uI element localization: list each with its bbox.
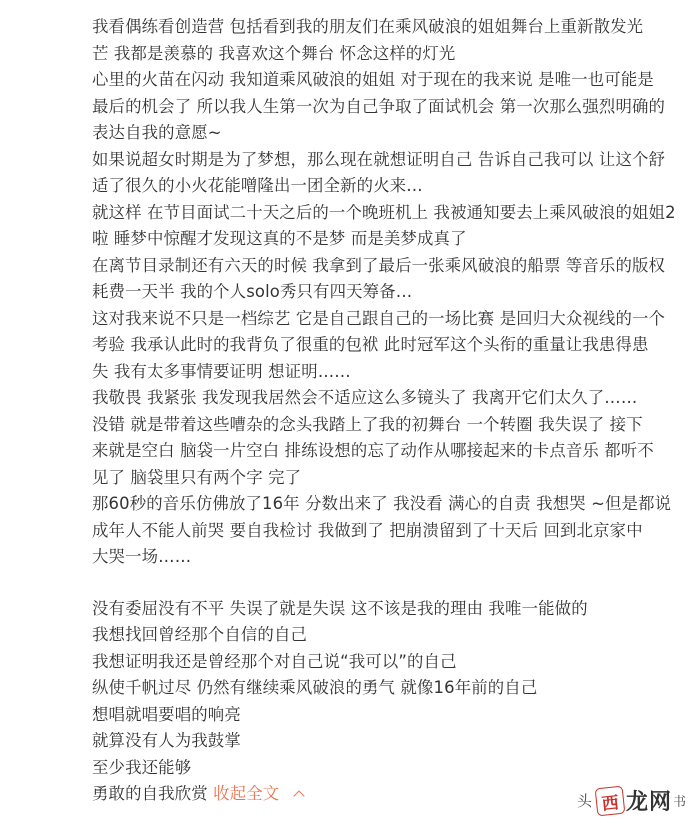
watermark-right: 书 <box>672 795 686 810</box>
post-line: 想唱就唱要唱的响亮 <box>92 704 241 724</box>
watermark-left: 头 <box>576 792 592 810</box>
post-line: 没错 就是带着这些嘈杂的念头我踏上了我的初舞台 一个转圈 我失误了 接下 <box>92 414 643 434</box>
post-line: 我看偶练看创造营 包括看到我的朋友们在乘风破浪的姐姐舞台上重新散发光 <box>92 17 644 36</box>
post-line: 成年人不能人前哭 要自我检讨 我做到了 把崩溃留到了十天后 回到北京家中 <box>92 520 643 540</box>
post-line: 耗费一天半 我的个人solo秀只有四天筹备… <box>92 282 413 301</box>
post-line: 适了很久的小火花能噌隆出一团全新的火来… <box>92 176 423 195</box>
post-line: 最后的机会了 所以我人生第一次为自己争取了面试机会 第一次那么强烈明确的 <box>92 96 666 116</box>
last-line-text: 勇敢的自我欣赏 <box>92 784 208 803</box>
post-line: 没有委屈没有不平 失误了就是失误 这不该是我的理由 我唯一能做的 <box>92 598 588 618</box>
post-line: 大哭一场…… <box>92 547 192 566</box>
paragraph-gap <box>92 571 688 596</box>
post-line: 考验 我承认此时的我背负了很重的包袱 此时冠军这个头衔的重量让我患得患 <box>92 335 649 354</box>
watermark-seal: 西 <box>595 785 626 816</box>
post-line: 如果说超女时期是为了梦想，那么现在就想证明自己 告诉自己我可以 让这个舒 <box>92 149 666 169</box>
post-line: 纵使千帆过尽 仍然有继续乘风破浪的勇气 就像16年前的自己 <box>92 678 538 697</box>
post-line: 芒 我都是羡慕的 我喜欢这个舞台 怀念这样的灯光 <box>92 43 456 63</box>
post-line: 我想证明我还是曾经那个对自己说“我可以”的自己 <box>92 651 457 671</box>
post-line: 就这样 在节目面试二十天之后的一个晚班机上 我被通知要去上乘风破浪的姐姐2 <box>92 202 676 222</box>
post-line: 至少我还能够 <box>92 757 192 777</box>
post-line: 失 我有太多事情要证明 想证明…… <box>92 361 351 381</box>
post-body <box>92 14 688 808</box>
post-line: 这对我来说不只是一档综艺 它是自己跟自己的一场比赛 是回归大众视线的一个 <box>92 308 666 328</box>
chevron-up-icon[interactable] <box>293 790 304 801</box>
post-line: 就算没有人为我鼓掌 <box>92 731 241 750</box>
watermark-name: 龙网 <box>625 790 672 815</box>
collapse-text-link[interactable]: 收起全文 <box>213 784 280 803</box>
post-line: 啦 睡梦中惊醒才发现这真的不是梦 而是美梦成真了 <box>92 229 467 248</box>
site-watermark <box>577 785 686 816</box>
post-line: 在离节目录制还有六天的时候 我拿到了最后一张乘风破浪的船票 等音乐的版权 <box>92 255 666 275</box>
post-line: 那60秒的音乐仿佛放了16年 分数出来了 我没看 满心的自责 我想哭 ~但是都说 <box>92 494 672 513</box>
post-line: 见了 脑袋里只有两个字 完了 <box>92 467 302 487</box>
post-line: 来就是空白 脑袋一片空白 排练设想的忘了动作从哪接起来的卡点音乐 都听不 <box>92 441 654 460</box>
post-line: 我想找回曾经那个自信的自己 <box>92 625 308 644</box>
post-line: 表达自我的意愿~ <box>92 123 222 142</box>
post-line: 心里的火苗在闪动 我知道乘风破浪的姐姐 对于现在的我来说 是唯一也可能是 <box>92 70 654 89</box>
post-line: 我敬畏 我紧张 我发现我居然会不适应这么多镜头了 我离开它们太久了…… <box>92 388 638 407</box>
